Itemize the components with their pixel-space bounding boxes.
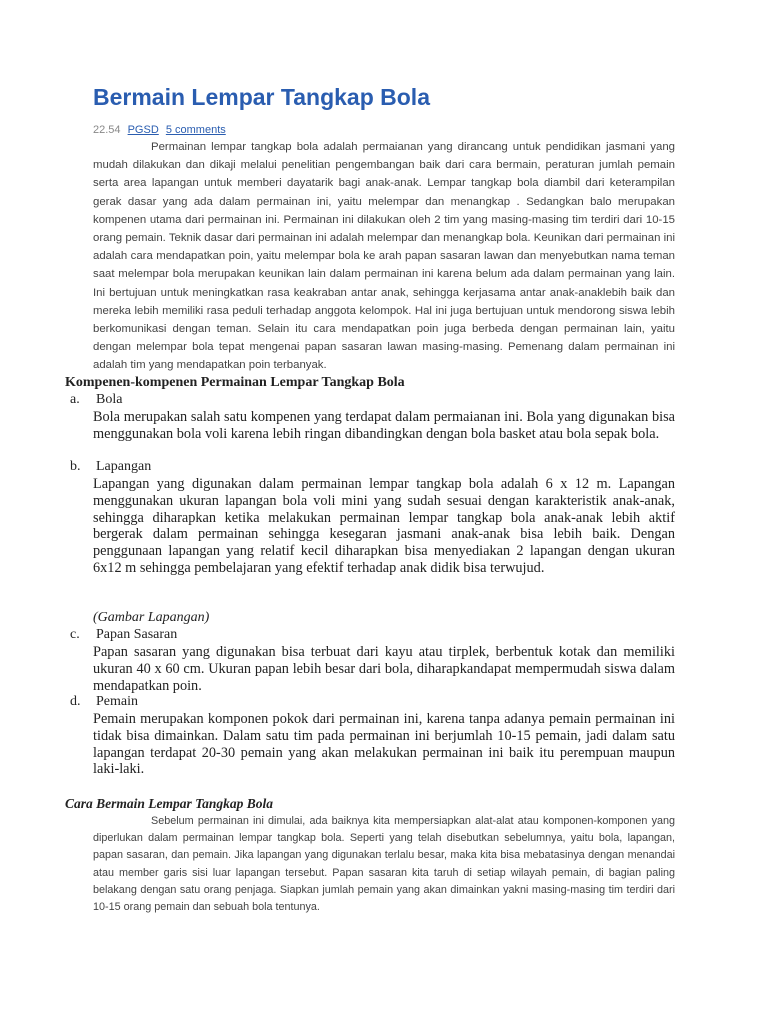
item-name: Pemain — [96, 694, 138, 709]
cara-heading: Cara Bermain Lempar Tangkap Bola — [65, 796, 274, 811]
post-time: 22.54 — [93, 124, 121, 136]
item-text-bola: Bola merupakan salah satu kompenen yang terdapat dalam permaianan ini. Bola yang digunakan bisa menggunakan bola voli karena lebih ringan dibandingkan dengan bola basket atau bola sepak bola. — [93, 409, 675, 442]
figure-caption: (Gambar Lapangan) — [93, 610, 210, 625]
cara-text: Sebelum permainan ini dimulai, ada baiknya kita mempersiapkan alat-alat atau komponen-komponen yang diperlukan dalam permainan lempar tangkap bola. Seperti yang telah disebutkan sebelumnya, yaitu bola, lapangan, papan sasaran, dan pemain. Jika lapangan yang digunakan terlalu besar, maka kita bisa mebatasinya dengan menandai atau member garis sisi luar lapangan tersebut. Papan sasaran kita taruh di setiap wilayah pemain, di bagian paling belakang dengan satu orang penjaga. Siapkan jumlah pemain yang akan dimainkan yakni masing-masing tim terdiri dari 10-15 orang pemain dan sebuah bola tentunya. — [93, 815, 675, 914]
item-name: Bola — [96, 392, 123, 407]
item-label-pemain — [70, 694, 138, 710]
page-title: Bermain Lempar Tangkap Bola — [93, 84, 430, 110]
item-label-bola — [70, 392, 122, 408]
post-meta — [93, 124, 226, 136]
item-name: Lapangan — [96, 459, 152, 474]
components-heading: Kompenen-kompenen Permainan Lempar Tangkap Bola — [65, 375, 405, 390]
item-text-pemain: Pemain merupakan komponen pokok dari permainan ini, karena tanpa adanya pemain permainan ini tidak bisa dimainkan. Dalam satu tim pada permainan ini berjumlah 10-15 pemain, jadi dalam satu lapangan terdapat 20-30 pemain yang akan melakukan permainan ini baik itu perempuan maupun laki-laki. — [93, 711, 675, 778]
item-label-lapangan — [70, 459, 151, 475]
item-letter: c. — [70, 627, 80, 642]
item-name: Papan Sasaran — [96, 627, 178, 642]
item-text-lapangan: Lapangan yang digunakan dalam permainan lempar tangkap bola adalah 6 x 12 m. Lapangan menggunakan ukuran lapangan bola voli mini yang sudah sesuai dengan karakteristik anak-anak, sehingga diharapkan ketika melakukan permainan lempar tangkap bola anak-anak lebih aktif bergerak dalam permainan sehingga kesegaran jasmani anak-anak bisa lebih baik. Dengan penggunaan lapangan yang relatif kecil diharapkan bisa menyediakan 2 lapangan dengan ukuran 6x12 m sehingga pembelajaran yang efektif terhadap anak didik bisa terwujud. — [93, 476, 675, 576]
item-letter: a. — [70, 392, 80, 407]
comments-link[interactable]: 5 comments — [165, 124, 226, 136]
label-link[interactable]: PGSD — [127, 124, 159, 136]
item-text-papan-sasaran: Papan sasaran yang digunakan bisa terbuat dari kayu atau tirplek, berbentuk kotak dan memiliki ukuran 40 x 60 cm. Ukuran papan lebih besar dari bola, diharapkandapat mempermudah siswa dalam mendapatkan poin. — [93, 644, 675, 694]
cara-paragraph — [93, 813, 675, 916]
item-letter: d. — [70, 694, 81, 709]
item-label-papan-sasaran — [70, 627, 177, 643]
intro-paragraph — [93, 138, 675, 375]
intro-text: Permainan lempar tangkap bola adalah permaianan yang dirancang untuk pendidikan jasmani yang mudah dilakukan dan dikaji melalui penelitian pengembangan baik dari cara bermain, peraturan jumlah pemain serta area lapangan untuk memberi dayatarik bagi anak-anak. Lempar tangkap bola diambil dari keterampilan gerak dasar yang ada dalam permainan ini, yaitu melempar dan menangkap . Sedangkan balo merupakan kompenen utama dari permainan ini. Permainan ini dilakukan oleh 2 tim yang masing-masing tim terdiri dari 10-15 orang pemain. Teknik dasar dari permainan ini adalah melempar dan menangkap bola. Keunikan dari permainan ini adalah cara mendapatkan poin, yaitu melempar bola ke arah papan sasaran lawan dan menyebutkan nama teman saat melempar bola merupakan keunikan lain dalam permainan ini karena belum ada dalam permainan yang lain. Ini bertujuan untuk meningkatkan rasa keakraban antar anak, sehingga kerjasama antar anak-anaklebih baik dan mereka lebih memiliki rasa peduli terhadap anggota kelompok. Hal ini juga bertujuan untuk mendorong siswa lebih berkomunikasi dengan teman. Selain itu cara mendapatkan poin juga berbeda dengan permainan lain, yaitu dengan melempar bola tepat mengenai papan sasaran lawan masing-masing. Pemenang dalam permainan ini adalah tim yang mendapatkan poin terbanyak. — [93, 141, 675, 372]
item-letter: b. — [70, 459, 81, 474]
